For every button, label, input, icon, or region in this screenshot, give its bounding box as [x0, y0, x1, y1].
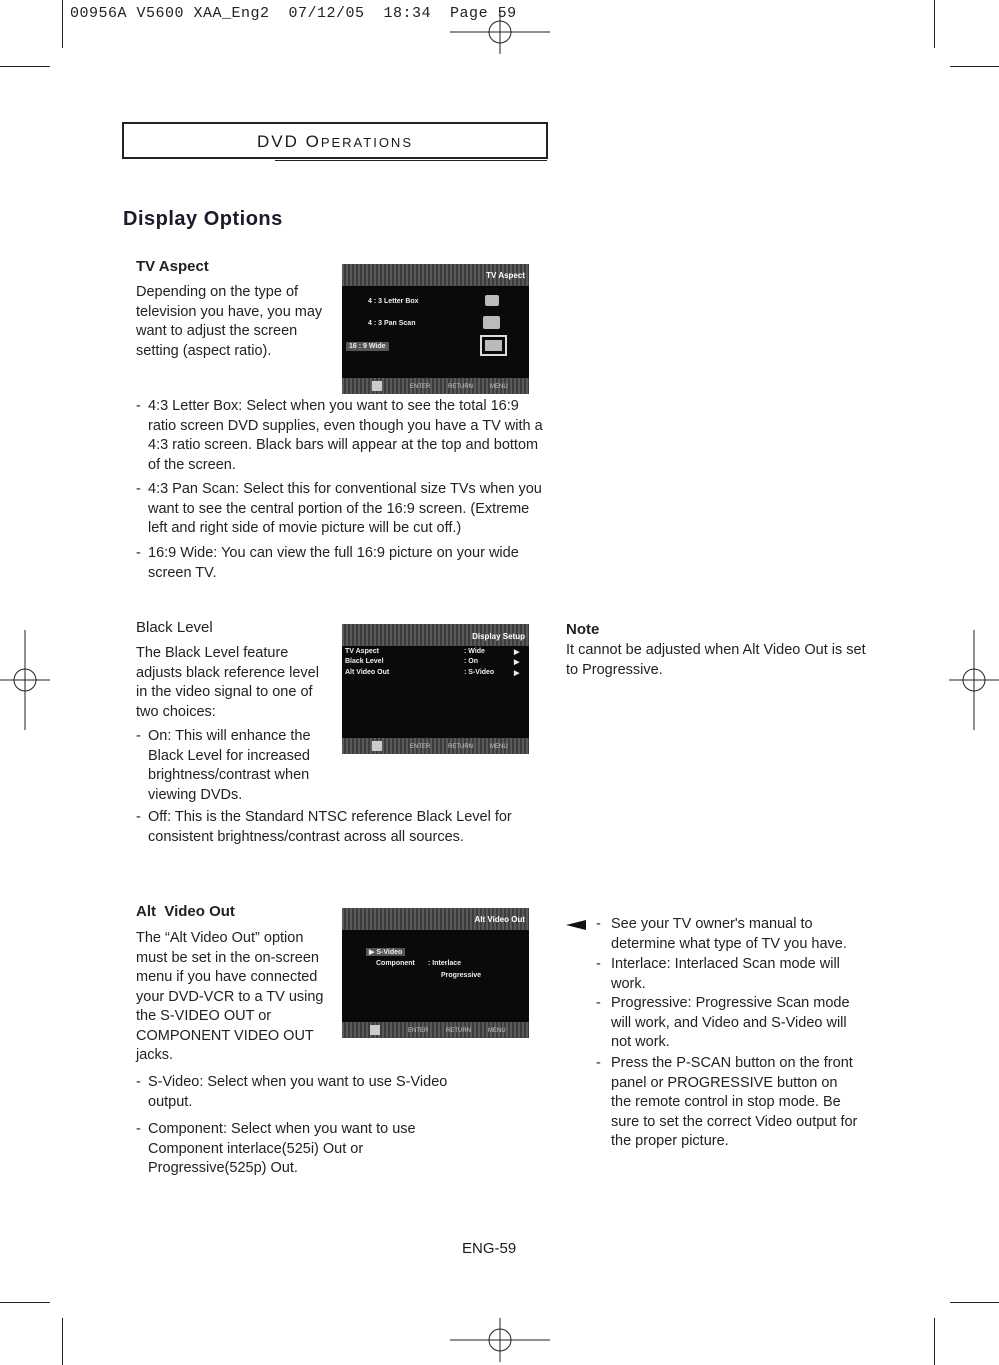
tv-aspect-heading: TV Aspect [136, 258, 209, 275]
note-heading: Note [566, 621, 600, 638]
crop-mark [934, 1318, 935, 1365]
page-number: ENG-59 [462, 1240, 517, 1257]
tv-aspect-intro: Depending on the type of television you have, you may want to adjust the screen setting (aspect ratio). [136, 284, 323, 359]
osd-row-value: : S-Video [464, 669, 495, 676]
osd-title: Alt Video Out [474, 915, 525, 924]
banner-first-letters: DVD O [256, 132, 321, 151]
crop-mark [62, 1318, 63, 1365]
list-item: - Progressive: Progressive Scan mode will work, and Video and S-Video will not work. [596, 995, 850, 1050]
list-item: - 16:9 Wide: You can view the full 16:9 picture on your wide screen TV. [136, 545, 519, 581]
arrow-right-icon: ▶ [514, 649, 520, 656]
osd-row-label: Alt Video Out [345, 669, 390, 676]
screen-shape-icon [485, 295, 499, 306]
list-item: - On: This will enhance the Black Level for increased brightness/contrast when viewing DVDs. [136, 728, 311, 803]
section-banner-title [124, 132, 546, 152]
list-item: - 4:3 Letter Box: Select when you want to see the total 16:9 ratio screen DVD supplies, even though you have a TV with a 4:3 ratio screen. Black bars will appear at the top and bottom of the screen. [136, 398, 543, 473]
list-item: - See your TV owner's manual to determine what type of TV you have. [596, 916, 847, 952]
registration-mark-icon [450, 1318, 550, 1362]
screen-shape-icon [483, 316, 500, 329]
osd-title: TV Aspect [486, 271, 525, 280]
black-level-intro: The Black Level feature adjusts black reference level in the video signal to one of two choices: [136, 645, 319, 720]
osd-option: 4 : 3 Letter Box [368, 298, 419, 305]
dvd-disc-icon [372, 741, 382, 751]
osd-row-label: TV Aspect [345, 648, 379, 655]
osd-option-selected: 16 : 9 Wide [346, 342, 389, 351]
alt-video-out-heading: Alt Video Out [136, 903, 235, 920]
osd-footer-enter: ENTER [410, 744, 431, 750]
osd-row-value: : Interlace [428, 960, 462, 967]
note-text: It cannot be adjusted when Alt Video Out is set to Progressive. [566, 642, 866, 678]
list-item: - Interlace: Interlaced Scan mode will work. [596, 956, 840, 992]
registration-mark-icon [0, 630, 50, 730]
alt-video-out-osd-screen [342, 908, 529, 1038]
dvd-disc-icon [370, 1025, 380, 1035]
list-item: - S-Video: Select when you want to use S-Video output. [136, 1074, 448, 1110]
banner-rest: PERATIONS [320, 135, 413, 150]
crop-mark [62, 0, 63, 48]
osd-footer-menu: MENU [490, 384, 508, 390]
crop-mark [950, 1302, 999, 1303]
osd-row-value: : Wide [464, 648, 485, 655]
crop-mark [934, 0, 935, 48]
osd-footer-return: RETURN [448, 384, 473, 390]
black-level-heading: Black Level [136, 619, 213, 636]
osd-title: Display Setup [472, 632, 525, 641]
section-banner [122, 122, 548, 159]
pointer-arrow-icon [566, 920, 586, 930]
osd-footer-menu: MENU [490, 744, 508, 750]
osd-option-selected: ▶ S-Video [366, 948, 405, 956]
crop-mark [950, 66, 999, 67]
tv-aspect-osd-screen [342, 264, 529, 394]
arrow-right-icon: ▶ [514, 659, 520, 666]
alt-video-out-intro: The “Alt Video Out” option must be set in the on-screen menu if you have connected your DVD-VCR to a TV using the S-VIDEO OUT or COMPONENT VIDEO OUT jacks. [136, 930, 324, 1063]
list-item: - Press the P-SCAN button on the front panel or PROGRESSIVE button on the remote control in stop mode. Be sure to set the correct Video output for the proper picture. [596, 1055, 858, 1149]
osd-row-label: Black Level [345, 658, 384, 665]
osd-row-value: : On [464, 658, 478, 665]
list-item: - Component: Select when you want to use Component interlace(525i) Out or Progressive(525p) Out. [136, 1121, 416, 1176]
screen-shape-selected-icon [480, 335, 507, 356]
black-level-osd-screen [342, 624, 529, 754]
crop-mark [0, 66, 50, 67]
list-item: - 4:3 Pan Scan: Select this for conventional size TVs when you want to see the central portion of the 16:9 screen. (Extreme left and right side of movie picture will be cut off.) [136, 481, 542, 536]
list-item: - Off: This is the Standard NTSC reference Black Level for consistent brightness/contrast across all sources. [136, 809, 512, 845]
arrow-right-icon: ▶ [514, 670, 520, 677]
osd-option: 4 : 3 Pan Scan [368, 320, 416, 327]
osd-footer-return: RETURN [448, 744, 473, 750]
osd-footer-menu: MENU [488, 1028, 506, 1034]
registration-mark-icon [949, 630, 999, 730]
osd-footer-enter: ENTER [408, 1028, 429, 1034]
osd-footer-return: RETURN [446, 1028, 471, 1034]
osd-footer-enter: ENTER [410, 384, 431, 390]
osd-row-value: Progressive [441, 972, 482, 979]
banner-underline [275, 160, 547, 161]
crop-mark [0, 1302, 50, 1303]
dvd-disc-icon [372, 381, 382, 391]
page-title: Display Options [123, 208, 283, 230]
print-slug: 00956A V5600 XAA_Eng2 07/12/05 18:34 Page 59 [70, 5, 517, 22]
osd-row-label: Component [376, 960, 415, 967]
